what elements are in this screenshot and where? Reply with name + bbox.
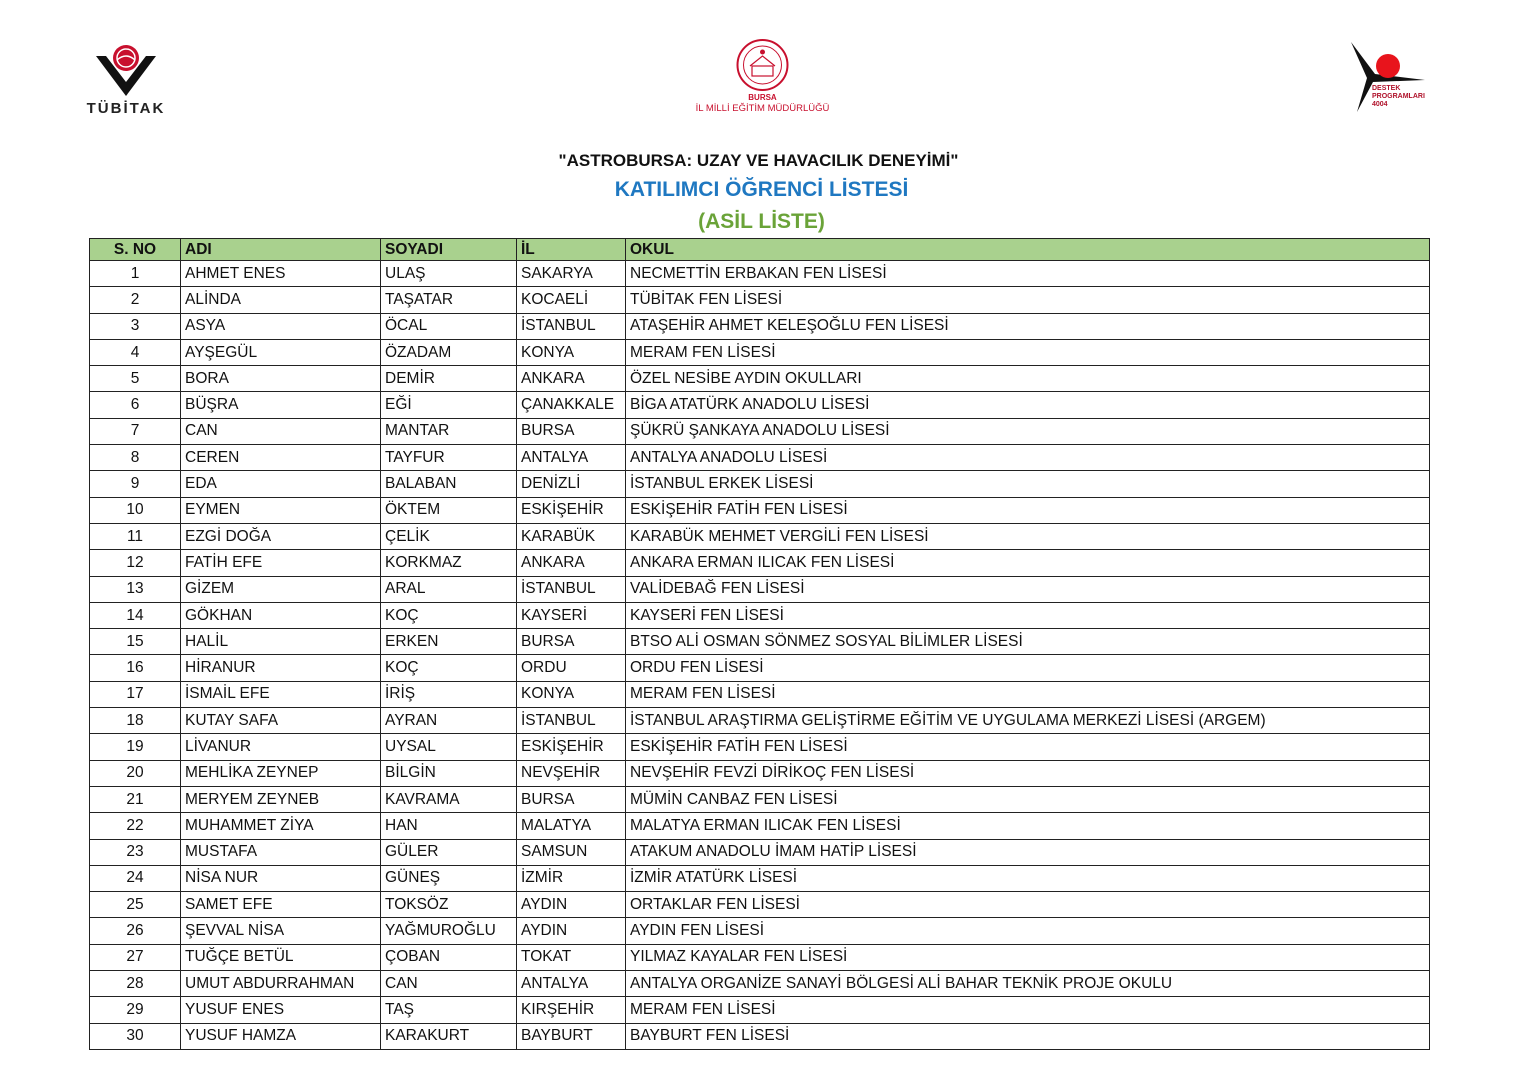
cell-school: ÖZEL NESİBE AYDIN OKULLARI xyxy=(626,366,1430,392)
cell-sno: 24 xyxy=(90,865,181,891)
cell-city: ESKİŞEHİR xyxy=(517,734,626,760)
cell-city: BURSA xyxy=(517,629,626,655)
table-row xyxy=(90,839,1430,865)
table-row xyxy=(90,418,1430,444)
cell-school: İSTANBUL ERKEK LİSESİ xyxy=(626,471,1430,497)
table-row xyxy=(90,261,1430,287)
cell-school: AYDIN FEN LİSESİ xyxy=(626,918,1430,944)
cell-city: KAYSERİ xyxy=(517,602,626,628)
cell-school: İSTANBUL ARAŞTIRMA GELİŞTİRME EĞİTİM VE UYGULAMA MERKEZİ LİSESİ (ARGEM) xyxy=(626,708,1430,734)
cell-name: TUĞÇE BETÜL xyxy=(181,944,381,970)
cell-school: ANTALYA ANADOLU LİSESİ xyxy=(626,445,1430,471)
list-title: KATILIMCI ÖĞRENCİ LİSTESİ xyxy=(614,178,909,201)
table-row xyxy=(90,655,1430,681)
table-row xyxy=(90,944,1430,970)
cell-name: FATİH EFE xyxy=(181,550,381,576)
cell-city: ÇANAKKALE xyxy=(517,392,626,418)
header-city: İL xyxy=(517,239,626,261)
table-body xyxy=(90,261,1430,1050)
cell-surname: KAVRAMA xyxy=(381,786,517,812)
table-row xyxy=(90,813,1430,839)
cell-name: KUTAY SAFA xyxy=(181,708,381,734)
cell-city: BURSA xyxy=(517,418,626,444)
table-row xyxy=(90,339,1430,365)
cell-city: KARABÜK xyxy=(517,523,626,549)
project-title: "ASTROBURSA: UZAY VE HAVACILIK DENEYİMİ" xyxy=(558,151,959,170)
cell-city: ANTALYA xyxy=(517,971,626,997)
cell-surname: UYSAL xyxy=(381,734,517,760)
cell-city: ANKARA xyxy=(517,366,626,392)
table-row xyxy=(90,576,1430,602)
cell-surname: DEMİR xyxy=(381,366,517,392)
cell-surname: ULAŞ xyxy=(381,261,517,287)
cell-city: ANTALYA xyxy=(517,445,626,471)
cell-city: KONYA xyxy=(517,681,626,707)
table-row xyxy=(90,445,1430,471)
table-row xyxy=(90,918,1430,944)
cell-surname: GÜNEŞ xyxy=(381,865,517,891)
cell-sno: 16 xyxy=(90,655,181,681)
list-type-title: (ASİL LİSTE) xyxy=(698,210,825,233)
cell-name: AYŞEGÜL xyxy=(181,339,381,365)
cell-sno: 27 xyxy=(90,944,181,970)
cell-school: ATAKUM ANADOLU İMAM HATİP LİSESİ xyxy=(626,839,1430,865)
cell-sno: 5 xyxy=(90,366,181,392)
meb-seal-icon xyxy=(690,38,835,92)
cell-surname: MANTAR xyxy=(381,418,517,444)
cell-school: NEVŞEHİR FEVZİ DİRİKOÇ FEN LİSESİ xyxy=(626,760,1430,786)
table-row xyxy=(90,708,1430,734)
cell-sno: 19 xyxy=(90,734,181,760)
table-row xyxy=(90,629,1430,655)
cell-sno: 26 xyxy=(90,918,181,944)
table-row xyxy=(90,392,1430,418)
table-row xyxy=(90,471,1430,497)
cell-school: MERAM FEN LİSESİ xyxy=(626,339,1430,365)
cell-city: BAYBURT xyxy=(517,1023,626,1049)
cell-city: NEVŞEHİR xyxy=(517,760,626,786)
cell-city: İSTANBUL xyxy=(517,708,626,734)
meb-name-text: İL MİLLİ EĞİTİM MÜDÜRLÜĞÜ xyxy=(695,103,830,114)
table-row xyxy=(90,971,1430,997)
cell-city: İZMİR xyxy=(517,865,626,891)
cell-school: MALATYA ERMAN ILICAK FEN LİSESİ xyxy=(626,813,1430,839)
cell-school: ESKİŞEHİR FATİH FEN LİSESİ xyxy=(626,734,1430,760)
cell-city: KOCAELİ xyxy=(517,287,626,313)
cell-city: MALATYA xyxy=(517,813,626,839)
cell-city: İSTANBUL xyxy=(517,313,626,339)
cell-surname: CAN xyxy=(381,971,517,997)
cell-surname: HAN xyxy=(381,813,517,839)
table-row xyxy=(90,497,1430,523)
table-row xyxy=(90,287,1430,313)
table-row xyxy=(90,786,1430,812)
table-row xyxy=(90,523,1430,549)
cell-name: İSMAİL EFE xyxy=(181,681,381,707)
cell-name: AHMET ENES xyxy=(181,261,381,287)
cell-city: TOKAT xyxy=(517,944,626,970)
cell-sno: 10 xyxy=(90,497,181,523)
cell-school: İZMİR ATATÜRK LİSESİ xyxy=(626,865,1430,891)
cell-sno: 18 xyxy=(90,708,181,734)
cell-city: ESKİŞEHİR xyxy=(517,497,626,523)
cell-name: MERYEM ZEYNEB xyxy=(181,786,381,812)
cell-sno: 3 xyxy=(90,313,181,339)
cell-school: KAYSERİ FEN LİSESİ xyxy=(626,602,1430,628)
table-row xyxy=(90,366,1430,392)
cell-school: MERAM FEN LİSESİ xyxy=(626,681,1430,707)
cell-sno: 29 xyxy=(90,997,181,1023)
cell-sno: 17 xyxy=(90,681,181,707)
table-row xyxy=(90,892,1430,918)
participant-table xyxy=(89,238,1430,1050)
header-school: OKUL xyxy=(626,239,1430,261)
cell-sno: 2 xyxy=(90,287,181,313)
cell-city: AYDIN xyxy=(517,918,626,944)
cell-sno: 25 xyxy=(90,892,181,918)
table-row xyxy=(90,760,1430,786)
cell-surname: AYRAN xyxy=(381,708,517,734)
cell-city: İSTANBUL xyxy=(517,576,626,602)
table-header-row xyxy=(90,239,1430,261)
cell-surname: KOÇ xyxy=(381,655,517,681)
cell-surname: ÖKTEM xyxy=(381,497,517,523)
cell-sno: 9 xyxy=(90,471,181,497)
cell-city: SAMSUN xyxy=(517,839,626,865)
cell-surname: YAĞMUROĞLU xyxy=(381,918,517,944)
cell-sno: 20 xyxy=(90,760,181,786)
cell-school: YILMAZ KAYALAR FEN LİSESİ xyxy=(626,944,1430,970)
cell-school: KARABÜK MEHMET VERGİLİ FEN LİSESİ xyxy=(626,523,1430,549)
cell-name: BORA xyxy=(181,366,381,392)
cell-school: ANKARA ERMAN ILICAK FEN LİSESİ xyxy=(626,550,1430,576)
cell-name: MEHLİKA ZEYNEP xyxy=(181,760,381,786)
cell-school: ORDU FEN LİSESİ xyxy=(626,655,1430,681)
cell-surname: ARAL xyxy=(381,576,517,602)
meb-logo xyxy=(690,38,835,122)
cell-school: ORTAKLAR FEN LİSESİ xyxy=(626,892,1430,918)
cell-surname: ÖZADAM xyxy=(381,339,517,365)
table-row xyxy=(90,734,1430,760)
cell-school: NECMETTİN ERBAKAN FEN LİSESİ xyxy=(626,261,1430,287)
cell-name: SAMET EFE xyxy=(181,892,381,918)
cell-name: GİZEM xyxy=(181,576,381,602)
cell-name: NİSA NUR xyxy=(181,865,381,891)
cell-name: ALİNDA xyxy=(181,287,381,313)
cell-sno: 12 xyxy=(90,550,181,576)
table-row xyxy=(90,1023,1430,1049)
table-row xyxy=(90,602,1430,628)
cell-surname: TOKSÖZ xyxy=(381,892,517,918)
cell-sno: 13 xyxy=(90,576,181,602)
cell-name: GÖKHAN xyxy=(181,602,381,628)
cell-sno: 30 xyxy=(90,1023,181,1049)
cell-surname: BİLGİN xyxy=(381,760,517,786)
cell-city: BURSA xyxy=(517,786,626,812)
cell-name: CAN xyxy=(181,418,381,444)
table-row xyxy=(90,997,1430,1023)
cell-sno: 21 xyxy=(90,786,181,812)
cell-city: SAKARYA xyxy=(517,261,626,287)
cell-name: UMUT ABDURRAHMAN xyxy=(181,971,381,997)
document-titles xyxy=(0,148,1523,238)
cell-surname: ERKEN xyxy=(381,629,517,655)
cell-surname: TAYFUR xyxy=(381,445,517,471)
cell-school: ŞÜKRÜ ŞANKAYA ANADOLU LİSESİ xyxy=(626,418,1430,444)
cell-name: LİVANUR xyxy=(181,734,381,760)
table-row xyxy=(90,550,1430,576)
cell-sno: 11 xyxy=(90,523,181,549)
cell-sno: 1 xyxy=(90,261,181,287)
cell-name: ŞEVVAL NİSA xyxy=(181,918,381,944)
tubitak-logo xyxy=(86,38,166,122)
cell-surname: EĞİ xyxy=(381,392,517,418)
destek-logo-text: DESTEK PROGRAMLARI 4004 xyxy=(1372,85,1425,108)
cell-school: ESKİŞEHİR FATİH FEN LİSESİ xyxy=(626,497,1430,523)
destek-logo xyxy=(1345,40,1435,120)
cell-city: KONYA xyxy=(517,339,626,365)
cell-name: MUSTAFA xyxy=(181,839,381,865)
cell-name: HİRANUR xyxy=(181,655,381,681)
cell-school: BTSO ALİ OSMAN SÖNMEZ SOSYAL BİLİMLER LİSESİ xyxy=(626,629,1430,655)
cell-name: BÜŞRA xyxy=(181,392,381,418)
cell-surname: KARAKURT xyxy=(381,1023,517,1049)
header-sno: S. NO xyxy=(90,239,181,261)
cell-sno: 14 xyxy=(90,602,181,628)
cell-name: EYMEN xyxy=(181,497,381,523)
cell-school: BİGA ATATÜRK ANADOLU LİSESİ xyxy=(626,392,1430,418)
cell-surname: KORKMAZ xyxy=(381,550,517,576)
cell-name: EDA xyxy=(181,471,381,497)
header-name: ADI xyxy=(181,239,381,261)
cell-sno: 15 xyxy=(90,629,181,655)
cell-surname: GÜLER xyxy=(381,839,517,865)
cell-city: DENİZLİ xyxy=(517,471,626,497)
meb-city-text: BURSA xyxy=(748,93,777,102)
cell-sno: 28 xyxy=(90,971,181,997)
cell-school: VALİDEBAĞ FEN LİSESİ xyxy=(626,576,1430,602)
cell-surname: İRİŞ xyxy=(381,681,517,707)
cell-surname: TAŞ xyxy=(381,997,517,1023)
cell-school: MÜMİN CANBAZ FEN LİSESİ xyxy=(626,786,1430,812)
table-row xyxy=(90,681,1430,707)
cell-name: YUSUF ENES xyxy=(181,997,381,1023)
table-row xyxy=(90,313,1430,339)
cell-name: ASYA xyxy=(181,313,381,339)
table-row xyxy=(90,865,1430,891)
cell-name: HALİL xyxy=(181,629,381,655)
cell-school: ANTALYA ORGANİZE SANAYİ BÖLGESİ ALİ BAHAR TEKNİK PROJE OKULU xyxy=(626,971,1430,997)
cell-city: KIRŞEHİR xyxy=(517,997,626,1023)
cell-sno: 7 xyxy=(90,418,181,444)
cell-surname: TAŞATAR xyxy=(381,287,517,313)
cell-city: AYDIN xyxy=(517,892,626,918)
cell-city: ORDU xyxy=(517,655,626,681)
cell-sno: 4 xyxy=(90,339,181,365)
cell-school: BAYBURT FEN LİSESİ xyxy=(626,1023,1430,1049)
cell-name: EZGİ DOĞA xyxy=(181,523,381,549)
cell-city: ANKARA xyxy=(517,550,626,576)
cell-name: CEREN xyxy=(181,445,381,471)
cell-school: ATAŞEHİR AHMET KELEŞOĞLU FEN LİSESİ xyxy=(626,313,1430,339)
cell-school: MERAM FEN LİSESİ xyxy=(626,997,1430,1023)
cell-surname: ÇOBAN xyxy=(381,944,517,970)
header-surname: SOYADI xyxy=(381,239,517,261)
cell-surname: BALABAN xyxy=(381,471,517,497)
cell-sno: 22 xyxy=(90,813,181,839)
cell-surname: KOÇ xyxy=(381,602,517,628)
cell-name: MUHAMMET ZİYA xyxy=(181,813,381,839)
cell-sno: 23 xyxy=(90,839,181,865)
tubitak-logo-text: TÜBİTAK xyxy=(86,100,166,117)
cell-school: TÜBİTAK FEN LİSESİ xyxy=(626,287,1430,313)
cell-surname: ÖCAL xyxy=(381,313,517,339)
cell-sno: 8 xyxy=(90,445,181,471)
cell-name: YUSUF HAMZA xyxy=(181,1023,381,1049)
cell-sno: 6 xyxy=(90,392,181,418)
cell-surname: ÇELİK xyxy=(381,523,517,549)
tubitak-emblem-icon xyxy=(86,38,166,100)
